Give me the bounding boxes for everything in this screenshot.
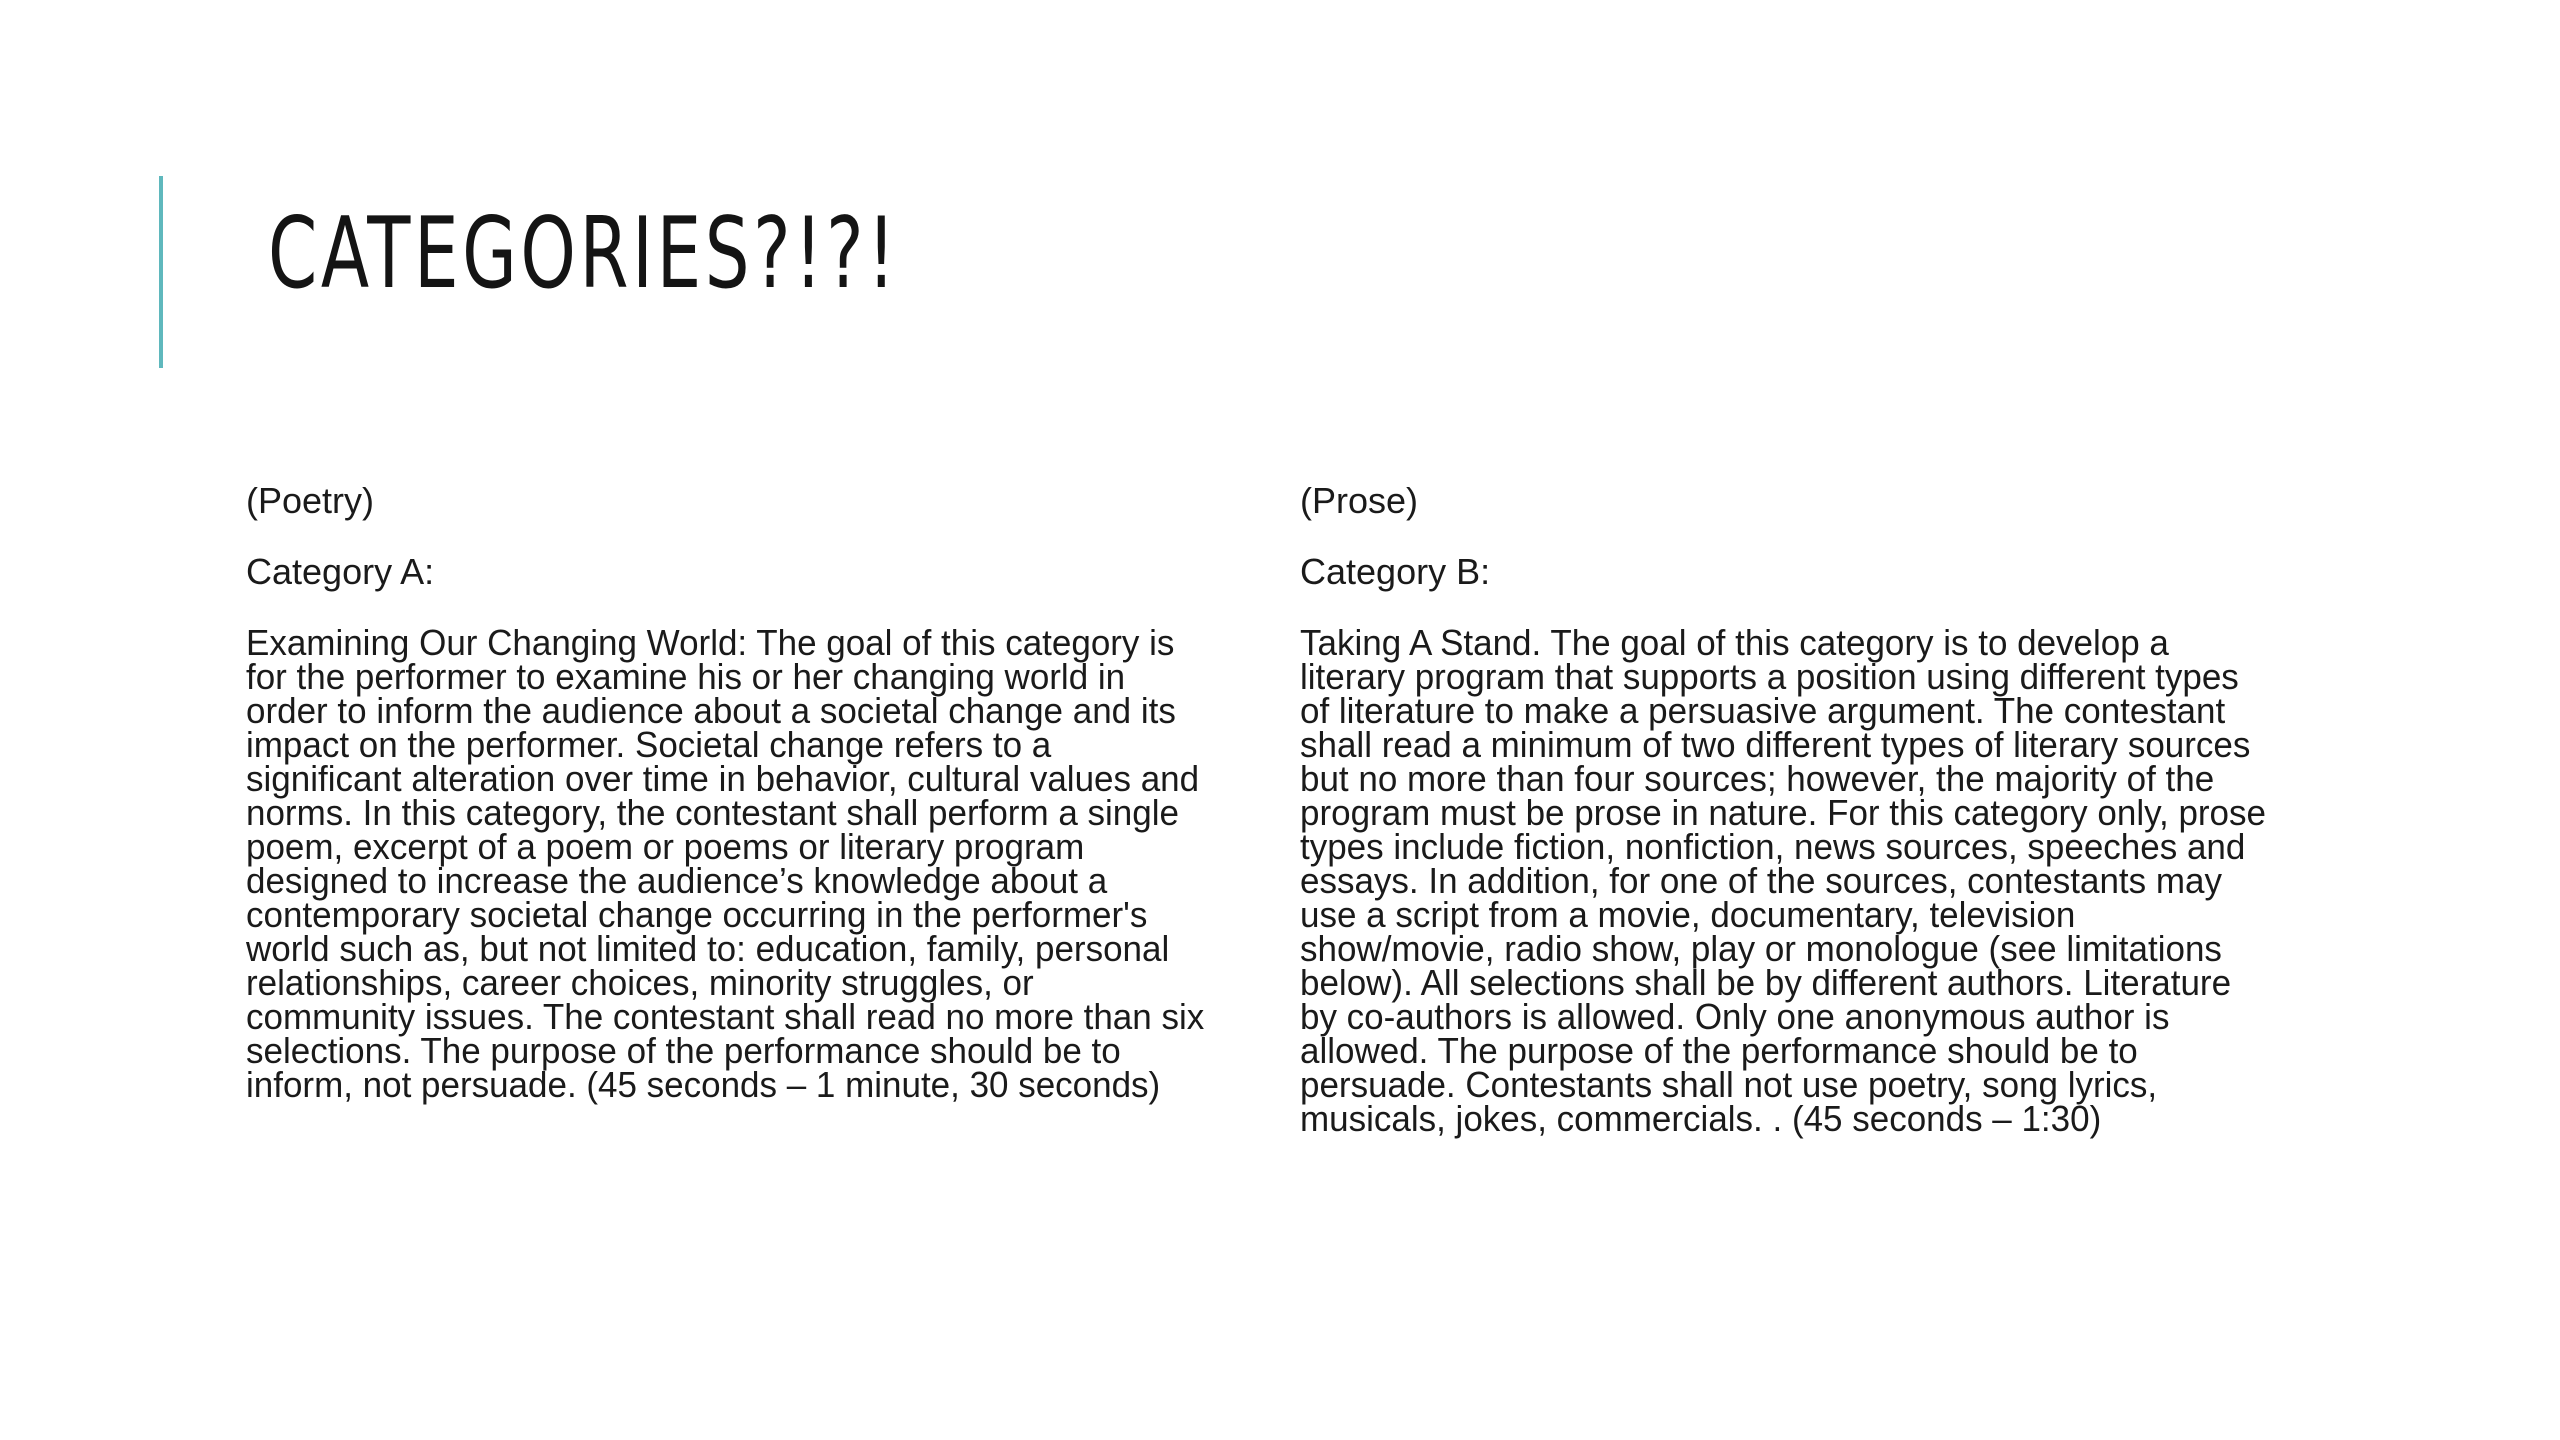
category-b-label: Category B: [1300, 551, 1491, 592]
slide-title: CATEGORIES?!?! [268, 197, 900, 311]
prose-column [1300, 480, 2300, 1139]
poetry-column [246, 480, 1246, 1105]
column-heading-poetry: (Poetry) [246, 480, 375, 521]
category-a-label: Category A: [246, 551, 435, 592]
column-heading-prose: (Prose) [1300, 480, 1419, 521]
category-a-description: Examining Our Changing World: The goal of this category is for the performer to examine his or her changing world in order to inform the audience about a societal change and its impact on the performer. Societal change refers to a significant alteration over time in behavior, cultural values and norms. In this category, the contestant shall perform a single poem, excerpt of a poem or poems or literary program designed to increase the audience’s knowledge about a contemporary societal change occurring in the performer's world such as, but not limited to: education, family, personal relationships, career choices, minority struggles, or community issues. The contestant shall read no more than six selections. The purpose of the performance should be to inform, not persuade. (45 seconds – 1 minute, 30 seconds) [246, 622, 1205, 1105]
title-accent-bar [159, 176, 163, 368]
category-b-description: Taking A Stand. The goal of this category is to develop a literary program that supports a position using different types of literature to make a persuasive argument. The contestant shall read a minimum of two different types of literary sources but no more than four sources; however, the majority of the program must be prose in nature. For this category only, prose types include fiction, nonfiction, news sources, speeches and essays. In addition, for one of the sources, contestants may use a script from a movie, documentary, television show/movie, radio show, play or monologue (see limitations below). All selections shall be by different authors. Literature by co-authors is allowed. Only one anonymous author is allowed. The purpose of the performance should be to persuade. Contestants shall not use poetry, song lyrics, musicals, jokes, commercials. . (45 seconds – 1:30) [1300, 622, 2266, 1139]
